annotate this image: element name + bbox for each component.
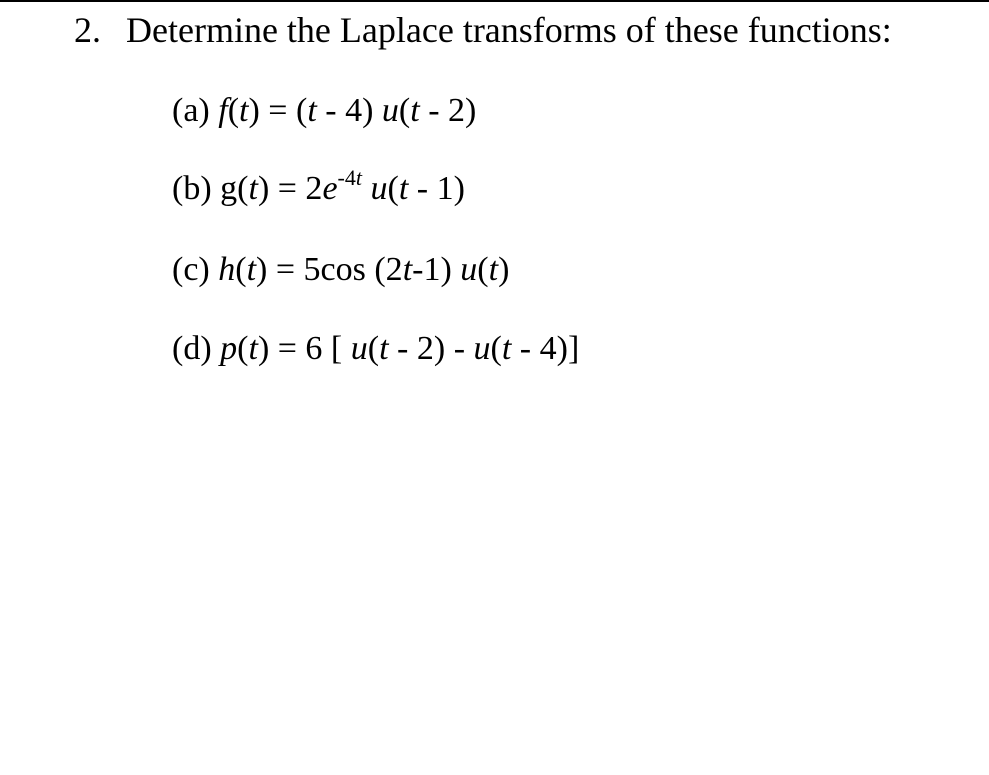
item-d: [172, 328, 579, 370]
problem-prompt: Determine the Laplace transforms of these functions:: [126, 10, 892, 50]
item-c-label: (c): [172, 251, 210, 288]
item-b-label: (b): [172, 170, 212, 207]
item-a-label: (a): [172, 92, 210, 129]
top-border-line: [0, 0, 989, 2]
item-a: [172, 90, 476, 132]
item-c: [172, 249, 509, 291]
problem-number: 2.: [74, 10, 101, 50]
item-b-expression: $g(t) = 2e^{-4t}$ u(t - 1): [220, 165, 465, 207]
item-a-expression: f(t) = (t - 4) u(t - 2): [218, 92, 477, 129]
item-d-expression: p(t) = 6 [ u(t - 2) - u(t - 4)]: [220, 330, 580, 367]
item-b: [172, 165, 465, 213]
item-d-label: (d): [172, 330, 212, 367]
item-c-expression: h(t) = 5cos (2t-1) u(t): [218, 251, 510, 288]
problem-heading: [74, 8, 892, 52]
